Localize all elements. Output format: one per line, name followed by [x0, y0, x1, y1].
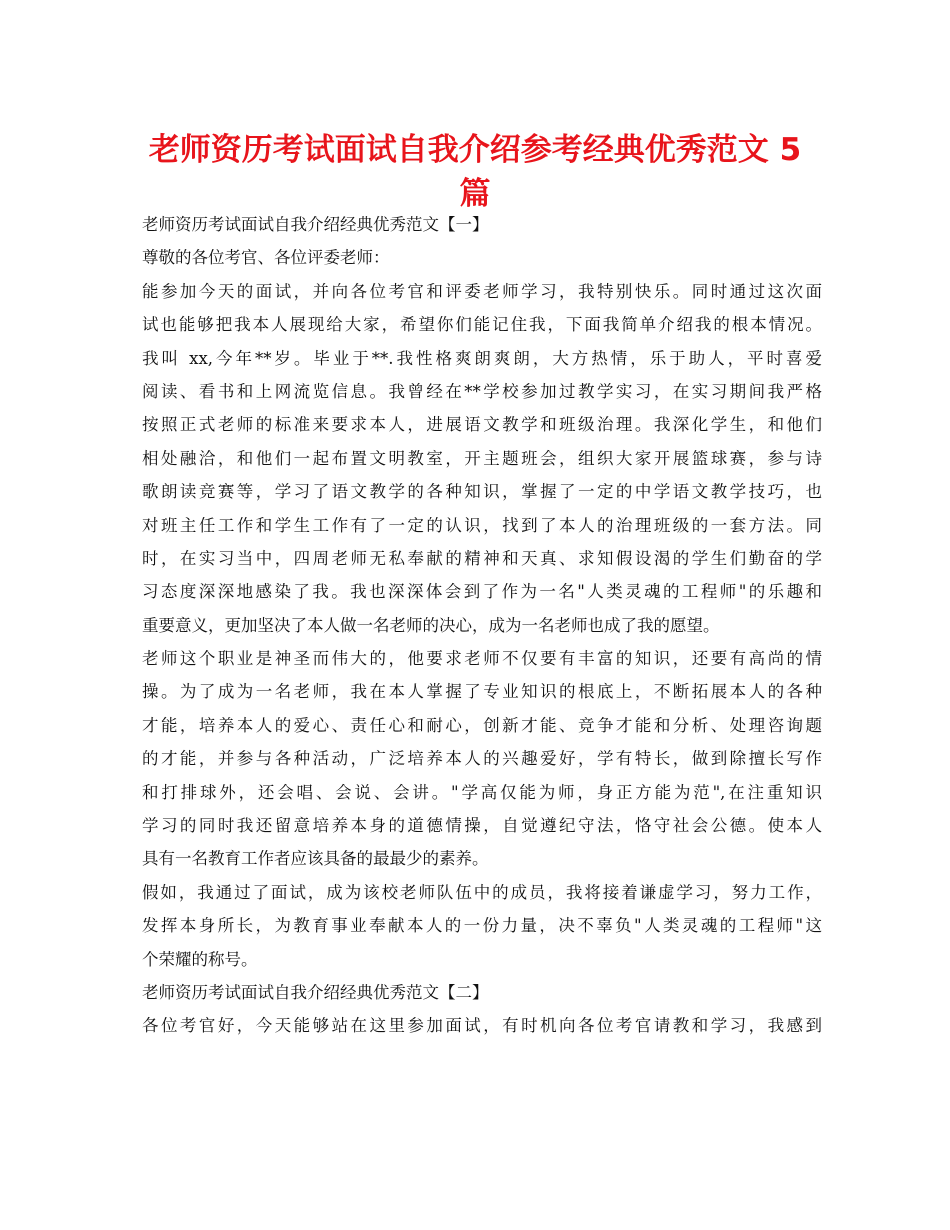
text-line: 老师这个职业是神圣而伟大的，他要求老师不仅要有丰富的知识，还要有高尚的情: [142, 649, 822, 669]
text-line: 具有一名教育工作者应该具备的最最少的素养。: [142, 849, 489, 869]
text-line: 老师资历考试面试自我介绍经典优秀范文【二】: [142, 982, 489, 1002]
text-line: 假如，我通过了面试，成为该校老师队伍中的成员，我将接着谦虚学习，努力工作，: [142, 882, 822, 902]
text-line: 操。为了成为一名老师，我在本人掌握了专业知识的根底上，不断拓展本人的各种: [142, 682, 822, 702]
text-line: 重要意义，更加坚决了本人做一名老师的决心，成为一名老师也成了我的愿望。: [142, 615, 720, 635]
text-line: 个荣耀的称号。: [142, 949, 258, 969]
text-line: 能参加今天的面试，并向各位考官和评委老师学习，我特别快乐。同时通过这次面: [142, 281, 822, 301]
document-title-line-2: 篇: [459, 176, 491, 212]
text-line: 时，在实习当中，四周老师无私奉献的精神和天真、求知假设渴的学生们勤奋的学: [142, 548, 822, 568]
text-line: 相处融洽，和他们一起布置文明教室，开主题班会，组织大家开展篮球赛，参与诗: [142, 448, 822, 468]
text-line: 阅读、看书和上网流览信息。我曾经在**学校参加过教学实习，在实习期间我严格: [142, 381, 822, 401]
text-line: 才能，培养本人的爱心、责任心和耐心，创新才能、竞争才能和分析、处理咨询题: [142, 715, 822, 735]
text-line: 对班主任工作和学生工作有了一定的认识，找到了本人的治理班级的一套方法。同: [142, 515, 822, 535]
document-title-line-1: 老师资历考试面试自我介绍参考经典优秀范文 5: [148, 132, 802, 168]
text-line: 尊敬的各位考官、各位评委老师：: [142, 248, 390, 268]
text-line: 我叫 xx,今年**岁。毕业于**.我性格爽朗爽朗，大方热情，乐于助人，平时喜爱: [142, 348, 822, 368]
text-line: 学习的同时我还留意培养本身的道德情操，自觉遵纪守法，恪守社会公德。使本人: [142, 816, 822, 836]
text-line: 的才能，并参与各种活动，广泛培养本人的兴趣爱好，学有特长，做到除擅长写作: [142, 749, 822, 769]
text-line: 发挥本身所长，为教育事业奉献本人的一份力量，决不辜负"人类灵魂的工程师"这: [142, 916, 822, 936]
text-line: 习态度深深地感染了我。我也深深体会到了作为一名"人类灵魂的工程师"的乐趣和: [142, 582, 822, 602]
text-line: 按照正式老师的标准来要求本人，进展语文教学和班级治理。我深化学生，和他们: [142, 415, 822, 435]
text-line: 试也能够把我本人展现给大家，希望你们能记住我，下面我简单介绍我的根本情况。: [142, 315, 822, 335]
text-line: 各位考官好，今天能够站在这里参加面试，有时机向各位考官请教和学习，我感到: [142, 1016, 822, 1036]
text-line: 歌朗读竞赛等，学习了语文教学的各种知识，掌握了一定的中学语文教学技巧，也: [142, 482, 822, 502]
document-body: [142, 208, 822, 1043]
text-line: 老师资历考试面试自我介绍经典优秀范文【一】: [142, 215, 489, 234]
text-line: 和打排球外，还会唱、会说、会讲。"学高仅能为师，身正方能为范",在注重知识: [142, 782, 822, 802]
